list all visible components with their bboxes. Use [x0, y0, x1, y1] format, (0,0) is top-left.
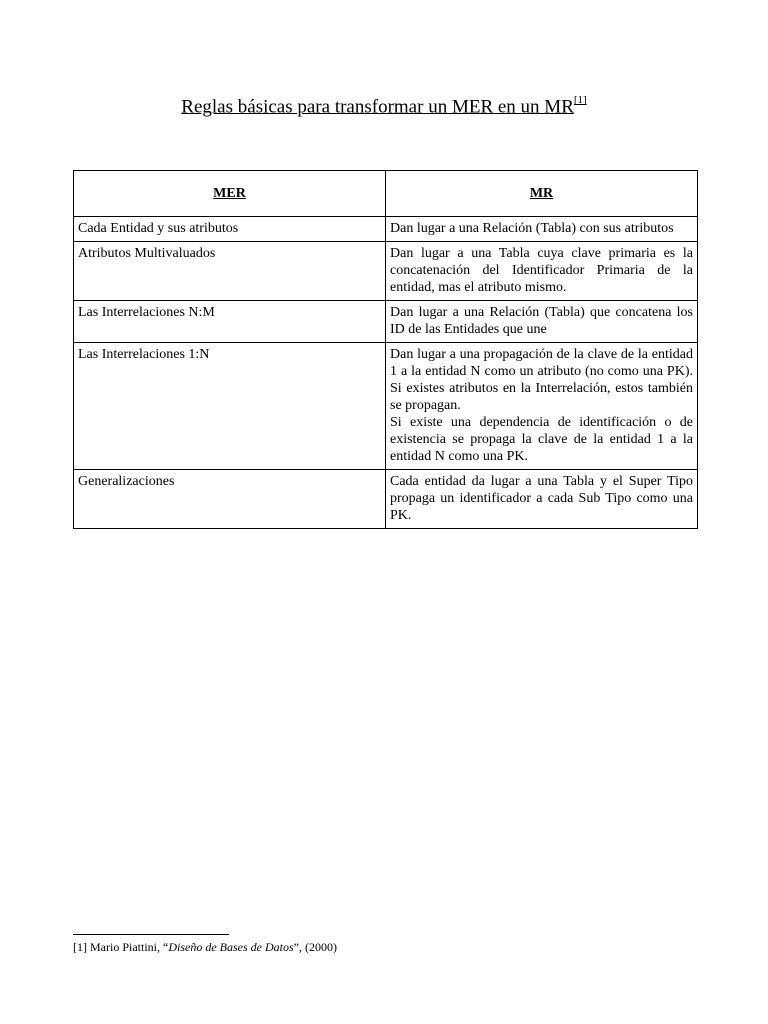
mr-text: Cada entidad da lugar a una Tabla y el Super Tipo propaga un identificador a cada Sub Tipo como una PK. — [390, 474, 693, 523]
mr-text: Dan lugar a una Relación (Tabla) con sus atributos — [390, 221, 674, 236]
table-row — [74, 301, 698, 343]
mr-text: Si existe una dependencia de identificación o de existencia se propaga la clave de la entidad 1 a la entidad N como una PK. — [390, 415, 693, 464]
mr-text: Dan lugar a una propagación de la clave de la entidad 1 a la entidad N como un atributo (no como una PK). Si existes atributos en la Interrelación, estos también se propagan. — [390, 347, 693, 413]
footnote-work: Diseño de Bases de Datos — [168, 940, 294, 954]
header-mr: MR — [386, 171, 698, 217]
table-header-row — [74, 171, 698, 217]
mer-cell: Generalizaciones — [74, 470, 386, 529]
header-mer: MER — [74, 171, 386, 217]
mr-cell — [386, 470, 698, 529]
mr-cell — [386, 343, 698, 470]
document-title — [0, 90, 768, 119]
mer-cell: Cada Entidad y sus atributos — [74, 217, 386, 242]
table-row — [74, 217, 698, 242]
mr-text: Dan lugar a una Relación (Tabla) que concatena los ID de las Entidades que une — [390, 305, 693, 337]
footnote-year: , (2000) — [298, 940, 337, 954]
mer-cell: Las Interrelaciones N:M — [74, 301, 386, 343]
mr-cell — [386, 217, 698, 242]
footnote-close-quote: ” — [293, 940, 299, 954]
footnote-marker[interactable]: [1] — [73, 940, 87, 954]
mr-cell — [386, 242, 698, 301]
table-row — [74, 470, 698, 529]
mr-text: Dan lugar a una Tabla cuya clave primaria es la concatenación del Identificador Primaria de la entidad, mas el atributo mismo. — [390, 246, 693, 295]
footnote-open-quote: “ — [163, 940, 169, 954]
table-row — [74, 343, 698, 470]
title-text: Reglas básicas para transformar un MER en un MR — [181, 96, 574, 118]
table-row — [74, 242, 698, 301]
title-footnote-marker[interactable]: [1] — [573, 94, 587, 106]
footnote-author: Mario Piattini, — [90, 940, 160, 954]
mer-cell: Las Interrelaciones 1:N — [74, 343, 386, 470]
footnote — [73, 939, 337, 955]
mr-cell — [386, 301, 698, 343]
rules-table — [73, 170, 698, 529]
mer-cell: Atributos Multivaluados — [74, 242, 386, 301]
footnote-separator — [73, 934, 229, 935]
